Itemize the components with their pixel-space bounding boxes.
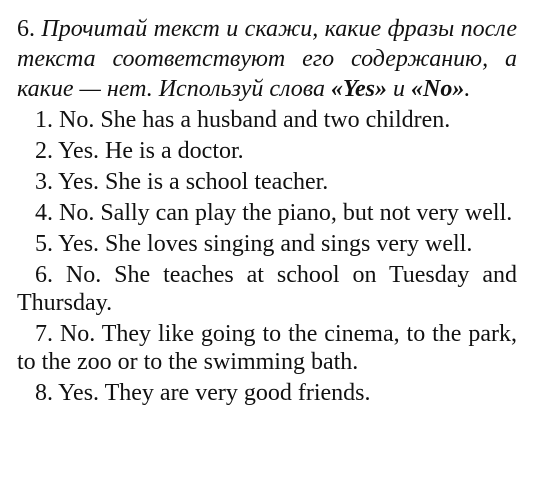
answer-item-2: 2. Yes. He is a doctor. [35, 138, 244, 164]
answer-item-3: 3. Yes. She is a school teacher. [35, 169, 329, 195]
task-number: 6. [17, 16, 35, 42]
answer-item-1: 1. No. She has a husband and two children. [35, 107, 451, 133]
answer-item-4: 4. No. Sally can play the piano, but not very well. [35, 200, 513, 226]
task-end: . [464, 76, 471, 102]
answer-item-5: 5. Yes. She loves singing and sings very well. [35, 231, 473, 257]
answer-item-7: 7. No. They like going to the cinema, to the park, to the zoo or to the swimming bath. [17, 321, 517, 375]
task-instruction [17, 14, 517, 104]
task-connector: и [387, 76, 412, 102]
task-instruction-text: Прочитай текст и скажи, какие фразы после текста соответствуют его содержанию, а какие — нет. Используй слова [17, 16, 518, 102]
word-no: «No» [411, 76, 465, 102]
exercise-page [17, 14, 517, 410]
answer-item-6: 6. No. She teaches at school on Tuesday and Thursday. [17, 262, 517, 316]
answer-item-8: 8. Yes. They are very good friends. [35, 380, 371, 406]
word-yes: «Yes» [331, 76, 388, 102]
answer-list [17, 106, 517, 407]
